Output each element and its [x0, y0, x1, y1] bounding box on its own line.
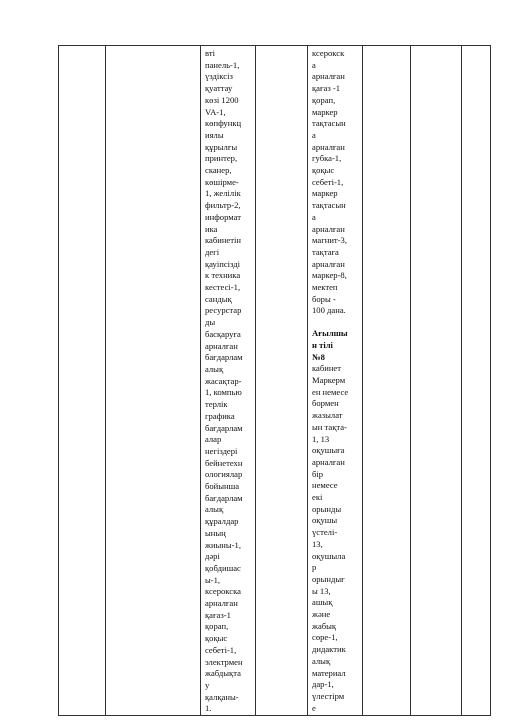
text-line: Ағылшы	[312, 328, 348, 339]
table-cell-empty	[411, 46, 462, 716]
text-line: жабық	[312, 620, 337, 631]
text-line: алық	[205, 504, 224, 515]
text-line: графика	[205, 410, 235, 421]
text-line: тақтасын	[312, 200, 346, 211]
text-line: оқушыла	[312, 550, 346, 561]
text-line: қоқыс	[205, 633, 228, 644]
text-line: қоқыс	[312, 165, 335, 176]
text-line: тақтасын	[312, 118, 346, 129]
text-line: және	[312, 609, 331, 620]
text-line: маркер-8,	[312, 270, 347, 281]
text-line: 1, компью	[205, 387, 242, 398]
text-line: тақтаға	[312, 246, 339, 257]
text-line: ен немесе	[312, 386, 349, 397]
table-cell-materials	[201, 46, 256, 716]
text-line: бормен	[312, 398, 339, 409]
text-line: қағаз -1	[312, 83, 341, 94]
text-line: қуаттау	[205, 83, 233, 94]
text-line: кабинетін	[205, 235, 241, 246]
text-line: арналған	[312, 258, 345, 269]
equipment-table	[58, 45, 491, 716]
text-line: арналған	[312, 141, 345, 152]
text-line: бойынша	[205, 481, 240, 492]
text-line: дидактик	[312, 644, 346, 655]
text-line: Маркерм	[312, 374, 346, 385]
text-line: сандық	[205, 293, 232, 304]
text-line: үстелі-	[312, 527, 338, 538]
text-line: сканер,	[205, 165, 232, 176]
text-line: материал	[312, 667, 346, 678]
text-line: 1.	[205, 703, 212, 714]
text-line: ологиялар	[205, 469, 243, 480]
text-line: ы 13,	[312, 585, 331, 596]
text-line: оқушыға	[312, 445, 345, 456]
text-line: қобдишас	[205, 562, 241, 573]
text-line: 13,	[312, 538, 323, 549]
text-line: жиыны-1,	[205, 539, 241, 550]
text-line: дегі	[205, 246, 220, 257]
text-line: арналған	[205, 340, 238, 351]
text-line: ын тақта-	[312, 421, 347, 432]
text-line: н тілі	[312, 339, 333, 350]
text-line: ксерокск	[312, 48, 345, 58]
text-line: алық	[312, 655, 331, 666]
text-line: немесе	[312, 480, 338, 491]
text-line: 100 дана.	[312, 305, 346, 316]
text-line: ды	[205, 317, 216, 328]
text-line: а	[312, 129, 316, 140]
text-line: дар-1,	[312, 679, 334, 690]
text-line: иялы	[205, 129, 224, 140]
text-line: сөре-1,	[312, 632, 338, 643]
text-line: ашық	[312, 597, 333, 608]
text-line: фильтр-2,	[205, 200, 241, 211]
text-line: бір	[312, 468, 324, 479]
text-line: қауіпсізді	[205, 258, 241, 269]
text-line: себеті-1,	[312, 176, 344, 187]
text-line: информат	[205, 211, 241, 222]
text-line: негіздері	[205, 445, 238, 456]
table-cell-name	[106, 46, 201, 716]
text-line: бейнетехн	[205, 457, 243, 468]
text-line: №8	[312, 351, 325, 362]
text-line: көзі 1200	[205, 94, 239, 105]
table-cell-empty	[363, 46, 411, 716]
materials-list	[201, 46, 255, 715]
text-line: үздіксіз	[205, 71, 233, 82]
text-line: 1, желілік	[205, 188, 241, 199]
text-line: қорап,	[312, 94, 336, 105]
text-line: арналған	[312, 456, 345, 467]
text-line: ксерокска	[205, 586, 241, 597]
text-line: электрмен	[205, 656, 243, 667]
text-line: VA-1,	[205, 106, 226, 117]
text-line: терлік	[205, 399, 228, 410]
text-line: дәрі	[205, 551, 220, 562]
paragraph-gap	[312, 317, 359, 328]
text-line: ика	[205, 223, 218, 234]
text-line: үлестірм	[312, 690, 345, 701]
text-line: орындығ	[312, 573, 345, 584]
text-line: губка-1,	[312, 153, 342, 164]
text-line: себеті-1,	[205, 644, 237, 655]
text-line: магнит-3,	[312, 235, 347, 246]
text-line: мектеп	[312, 282, 338, 293]
text-line: басқаруға	[205, 328, 241, 339]
text-line: оқушы	[312, 515, 338, 526]
text-line: маркер	[312, 188, 338, 199]
text-line: боры -	[312, 293, 336, 304]
text-line: бағдарлам	[205, 352, 243, 363]
text-line: у	[205, 679, 210, 690]
text-line: кабинет	[312, 363, 341, 374]
text-line: арналған	[205, 598, 238, 609]
text-line: көпфункц	[205, 118, 242, 129]
text-line: екі	[312, 492, 323, 503]
text-line: бағдарлам	[205, 422, 243, 433]
text-line: бағдарлам	[205, 492, 243, 503]
text-line: қорап,	[205, 621, 229, 632]
text-line: құралдар	[205, 516, 239, 527]
text-line: р	[312, 562, 317, 573]
text-line: жабдықта	[205, 668, 241, 679]
text-line: вті	[205, 48, 215, 58]
text-line: ының	[205, 527, 226, 538]
text-line: кестесі-1,	[205, 282, 241, 293]
text-line: панель-1,	[205, 59, 240, 70]
table-cell-empty	[462, 46, 491, 716]
equipment-list	[308, 46, 362, 714]
text-line: ресурстар	[205, 305, 242, 316]
text-line: принтер,	[205, 153, 238, 164]
text-line: арналған	[312, 223, 345, 234]
text-line: маркер	[312, 106, 338, 117]
table-cell-number	[59, 46, 106, 716]
text-line: ы-1,	[205, 574, 221, 585]
text-line: 1, 13	[312, 433, 330, 444]
table-row	[59, 46, 491, 716]
text-line: қалқаны-	[205, 691, 239, 702]
text-line: а	[312, 59, 316, 70]
text-line: құрылғы	[205, 141, 238, 152]
table-cell-empty	[256, 46, 308, 716]
text-line: көшірме-	[205, 176, 239, 187]
text-line: а	[312, 211, 316, 222]
text-line: жасақтар-	[205, 375, 242, 386]
text-line: орынды	[312, 503, 342, 514]
text-line: е	[312, 702, 316, 713]
text-line: алық	[205, 363, 224, 374]
table-cell-equipment	[308, 46, 363, 716]
text-line: жазылат	[312, 410, 343, 421]
text-line: к техника	[205, 270, 241, 281]
text-line: қағаз-1	[205, 609, 231, 620]
text-line: арналған	[312, 71, 345, 82]
text-line: алар	[205, 434, 222, 445]
